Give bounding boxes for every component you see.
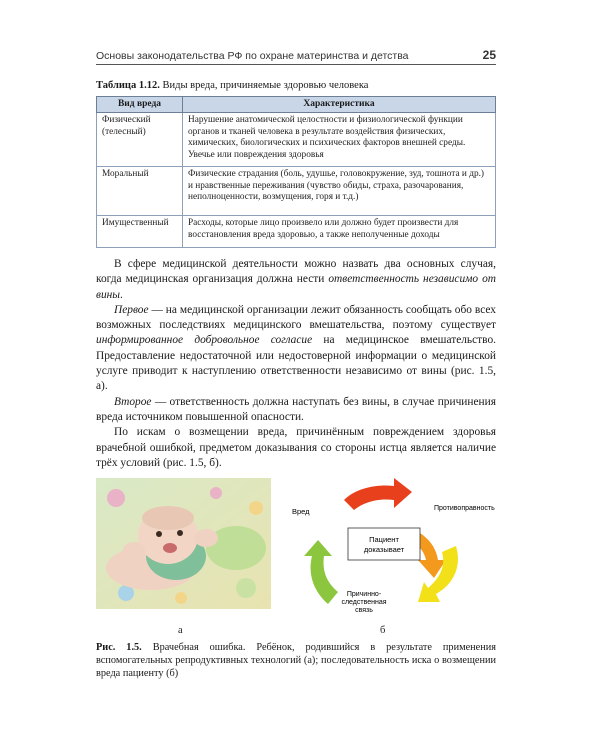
table-caption-label: Таблица 1.12. (96, 80, 160, 91)
paragraph (96, 425, 496, 471)
baby-photo-image (96, 478, 271, 609)
emphasis-text: ответственность независимо от вины (96, 273, 496, 301)
causation-label-line1: Причинно- (346, 591, 382, 598)
center-label-line2: доказывает (363, 545, 405, 554)
paragraph-text: . (120, 288, 123, 301)
figure-caption-text: Врачебная ошибка. Ребёнок, родившийся в результате применения вспомогательных репродуктивных технологий (а); последовательность иска о возмещении вреда пациенту (б) (96, 642, 497, 679)
paragraph-lead: Первое (114, 303, 149, 316)
paragraph-text: В сфере медицинской деятельности можно назвать два основных случая, когда медицинская организация должна нести (96, 258, 496, 286)
center-label-line1: Пациент (369, 535, 399, 544)
figure-label-a: а (178, 625, 183, 636)
paragraph-text: По искам о возмещении вреда, причинённым повреждением здоровья врачебной ошибкой, предметом доказывания со стороны истца является наличие трёх условий (рис. 1.5, б). (96, 426, 496, 469)
table-row (97, 167, 496, 216)
baby-photo (96, 478, 271, 609)
running-title: Основы законодательства РФ по охране материнства и детства (96, 50, 409, 62)
figure-label-b: б (380, 625, 386, 636)
figure-caption-label: Рис. 1.5. (96, 642, 142, 653)
red-arrow-icon (344, 478, 412, 510)
yellow-arrow-icon (418, 546, 458, 602)
harm-type-cell: Имущественный (97, 216, 183, 248)
harm-types-table (96, 96, 496, 248)
paragraph-lead: Второе (114, 395, 152, 408)
table-header-row (97, 97, 496, 113)
header-divider (96, 64, 496, 65)
column-header-description: Характеристика (183, 97, 496, 113)
paragraph (96, 395, 496, 426)
harm-description-cell: Расходы, которые лицо произвело или должно будет произвести для восстановления вреда здоровью, а также неполученные доходы (183, 216, 496, 248)
table-row (97, 216, 496, 248)
harm-type-cell: Физический (телесный) (97, 113, 183, 167)
center-box (348, 528, 420, 560)
claim-cycle-diagram (286, 474, 500, 620)
paragraph (96, 257, 496, 303)
harm-description-cell: Физические страдания (боль, удушье, головокружение, зуд, тошнота и др.) и нравственные переживания (чувство обиды, страха, разочарования, неполноценности, возмущения, горя и т.д.) (183, 167, 496, 216)
table-row (97, 113, 496, 167)
column-header-type: Вид вреда (97, 97, 183, 113)
body-text (96, 257, 496, 471)
illegality-label: Противоправность (434, 505, 495, 512)
harm-type-cell: Моральный (97, 167, 183, 216)
paragraph (96, 303, 496, 395)
green-arrow-icon (304, 540, 338, 604)
causation-label-line2: следственная (341, 599, 387, 606)
harm-label: Вред (292, 507, 310, 516)
table-caption (96, 80, 368, 91)
paragraph-text: — на медицинской организации лежит обязанность сообщать обо всех возможных последствиях медицинского вмешательства, поэтому существует (96, 303, 496, 332)
emphasis-text: информированное добровольное согласие (96, 334, 313, 347)
table-caption-text: Виды вреда, причиняемые здоровью человека (162, 80, 369, 91)
page-number: 25 (482, 48, 496, 62)
paragraph-text: на медицинское вмешательство. Предоставление недостаточной или недостоверной информации о медицинской услуге приводит к наступлению ответственности независимо от вины (рис. 1.5, а). (96, 334, 497, 393)
figure-caption (96, 641, 496, 680)
harm-description-cell: Нарушение анатомической целостности и физиологической функции органов и тканей человека в результате воздействия физических, химических, биологических и психических факторов внешней среды. Увечье или повреждения здоровья (183, 113, 496, 167)
paragraph-text: — ответственность должна наступать без вины, в случае причинения вреда источником повышенной опасности. (96, 395, 496, 423)
causation-label-line3: связь (355, 607, 373, 614)
